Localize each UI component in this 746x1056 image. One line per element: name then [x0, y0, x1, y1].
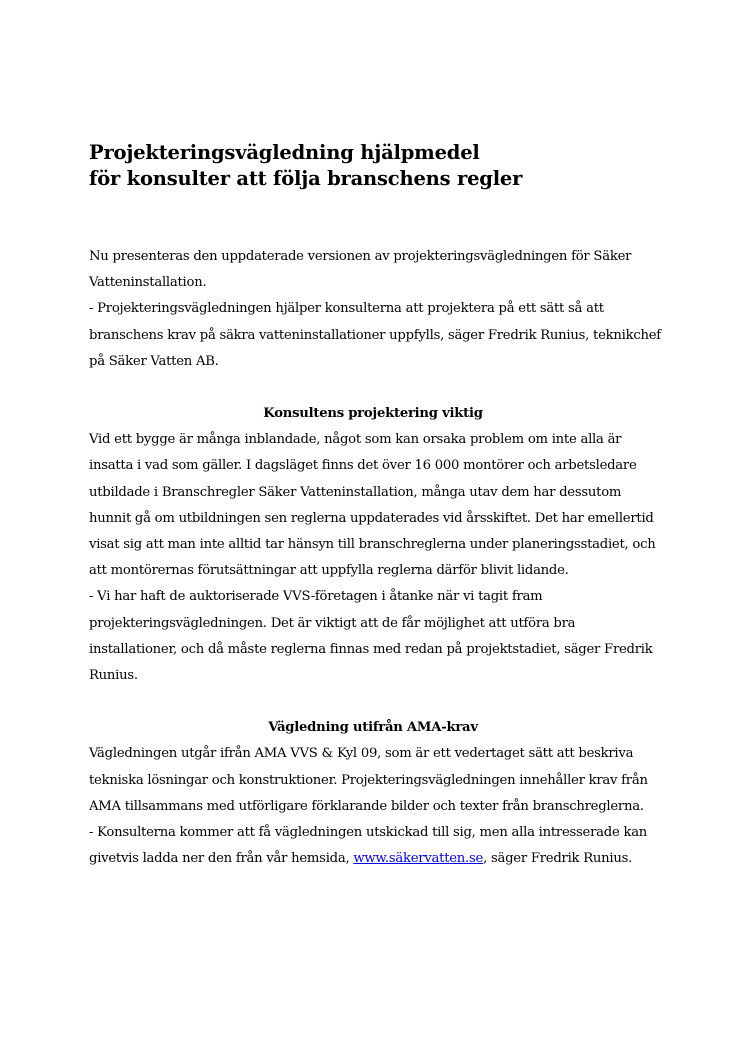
section-heading-vagledning: Vägledning utifrån AMA-krav — [268, 720, 478, 736]
intro-line: - Projekteringsvägledningen hjälper konsulterna att projektera på ett sätt så att — [89, 301, 604, 317]
section1-line: hunnit gå om utbildningen sen reglerna uppdaterades vid årsskiftet. Det har emellertid — [89, 510, 654, 526]
spacer — [89, 375, 664, 401]
intro-line: på Säker Vatten AB. — [89, 353, 219, 369]
section2-paragraph — [89, 741, 664, 872]
section2-line: Vägledningen utgår ifrån AMA VVS & Kyl 09, som är ett vedertaget sätt att beskriva — [89, 746, 634, 762]
section1-line: insatta i vad som gäller. I dagsläget finns det över 16 000 montörer och arbetsledare — [89, 458, 637, 474]
section2-line: - Konsulterna kommer att få vägledningen utskickad till sig, men alla intresserade kan — [89, 825, 648, 841]
intro-line: branschens krav på säkra vatteninstallationer uppfylls, säger Fredrik Runius, teknikchef — [89, 327, 661, 343]
section1-line: - Vi har haft de auktoriserade VVS-företagen i åtanke när vi tagit fram — [89, 589, 543, 605]
section2-last-line — [89, 846, 664, 872]
section1-paragraph — [89, 427, 664, 689]
intro-paragraph — [89, 244, 664, 375]
title-line-2: för konsulter att följa branschens regler — [89, 167, 523, 190]
last-line-suffix: , säger Fredrik Runius. — [483, 851, 633, 867]
last-line-prefix: givetvis ladda ner den från vår hemsida, — [89, 851, 354, 867]
section1-line: installationer, och då måste reglerna finnas med redan på projektstadiet, säger Fredrik — [89, 641, 653, 657]
section1-line: projekteringsvägledningen. Det är viktigt att de får möjlighet att utföra bra — [89, 615, 576, 631]
section1-line: Vid ett bygge är många inblandade, något som kan orsaka problem om inte alla är — [89, 432, 622, 448]
section1-line: att montörernas förutsättningar att uppfylla reglerna därför blivit lidande. — [89, 563, 569, 579]
section1-line: Runius. — [89, 668, 138, 684]
intro-line: Nu presenteras den uppdaterade versionen av projekteringsvägledningen för Säker — [89, 249, 632, 264]
document-title — [89, 140, 664, 192]
intro-line: Vatteninstallation. — [89, 275, 207, 291]
section2-line: tekniska lösningar och konstruktioner. Projekteringsvägledningen innehåller krav från — [89, 772, 648, 788]
spacer — [89, 689, 664, 715]
title-line-1: Projekteringsvägledning hjälpmedel — [89, 141, 480, 164]
section2-line: AMA tillsammans med utförligare förklarande bilder och texter från branschreglerna. — [89, 798, 644, 814]
section-heading-konsultens: Konsultens projektering viktig — [263, 406, 483, 422]
section1-line: utbildade i Branschregler Säker Vatteninstallation, många utav dem har dessutom — [89, 484, 622, 500]
document-page — [89, 140, 664, 872]
section1-line: visat sig att man inte alltid tar hänsyn till branschreglerna under planeringsstadiet, och — [89, 537, 656, 553]
website-link[interactable]: www.säkervatten.se — [353, 851, 484, 867]
